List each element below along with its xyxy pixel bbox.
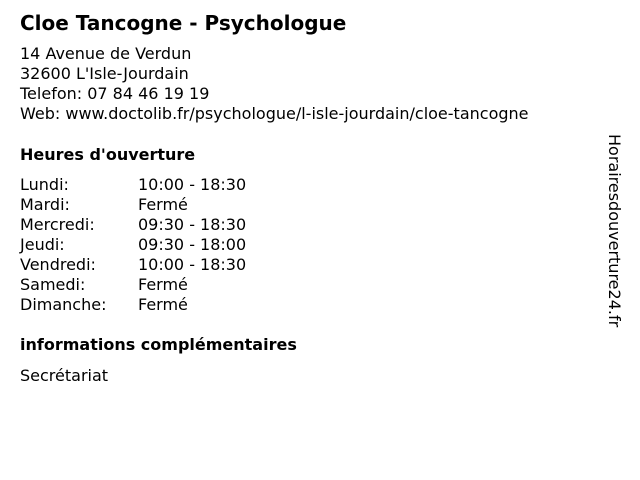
day-label: Vendredi: — [20, 255, 96, 274]
address-street: 14 Avenue de Verdun — [20, 44, 192, 63]
business-listing — [20, 10, 600, 386]
info-heading: informations complémentaires — [20, 335, 297, 354]
hours-row-saturday — [20, 275, 600, 295]
time-value: 10:00 - 18:30 — [138, 255, 247, 274]
hours-heading: Heures d'ouverture — [20, 145, 196, 164]
page-title: Cloe Tancogne - Psychologue — [20, 11, 347, 35]
hours-row-tuesday — [20, 195, 600, 215]
day-label: Samedi: — [20, 275, 86, 294]
hours-row-sunday — [20, 295, 600, 315]
side-brand-watermark: Horairesdouverture24.fr — [605, 134, 624, 328]
phone-line: Telefon: 07 84 46 19 19 — [20, 84, 210, 103]
hours-row-friday — [20, 255, 600, 275]
time-value: Fermé — [138, 275, 188, 294]
time-value: Fermé — [138, 295, 188, 314]
time-value: 09:30 - 18:00 — [138, 235, 247, 254]
time-value: 09:30 - 18:30 — [138, 215, 247, 234]
address-city: 32600 L'Isle-Jourdain — [20, 64, 189, 83]
time-value: Fermé — [138, 195, 188, 214]
time-value: 10:00 - 18:30 — [138, 175, 247, 194]
website-line: Web: www.doctolib.fr/psychologue/l-isle-jourdain/cloe-tancogne — [20, 104, 529, 123]
day-label: Mercredi: — [20, 215, 95, 234]
hours-row-thursday — [20, 235, 600, 255]
day-label: Mardi: — [20, 195, 70, 214]
hours-row-monday — [20, 175, 600, 195]
address-block — [20, 44, 600, 124]
hours-row-wednesday — [20, 215, 600, 235]
day-label: Lundi: — [20, 175, 69, 194]
day-label: Dimanche: — [20, 295, 107, 314]
opening-hours-table — [20, 175, 600, 315]
info-item: Secrétariat — [20, 366, 109, 385]
day-label: Jeudi: — [20, 235, 65, 254]
